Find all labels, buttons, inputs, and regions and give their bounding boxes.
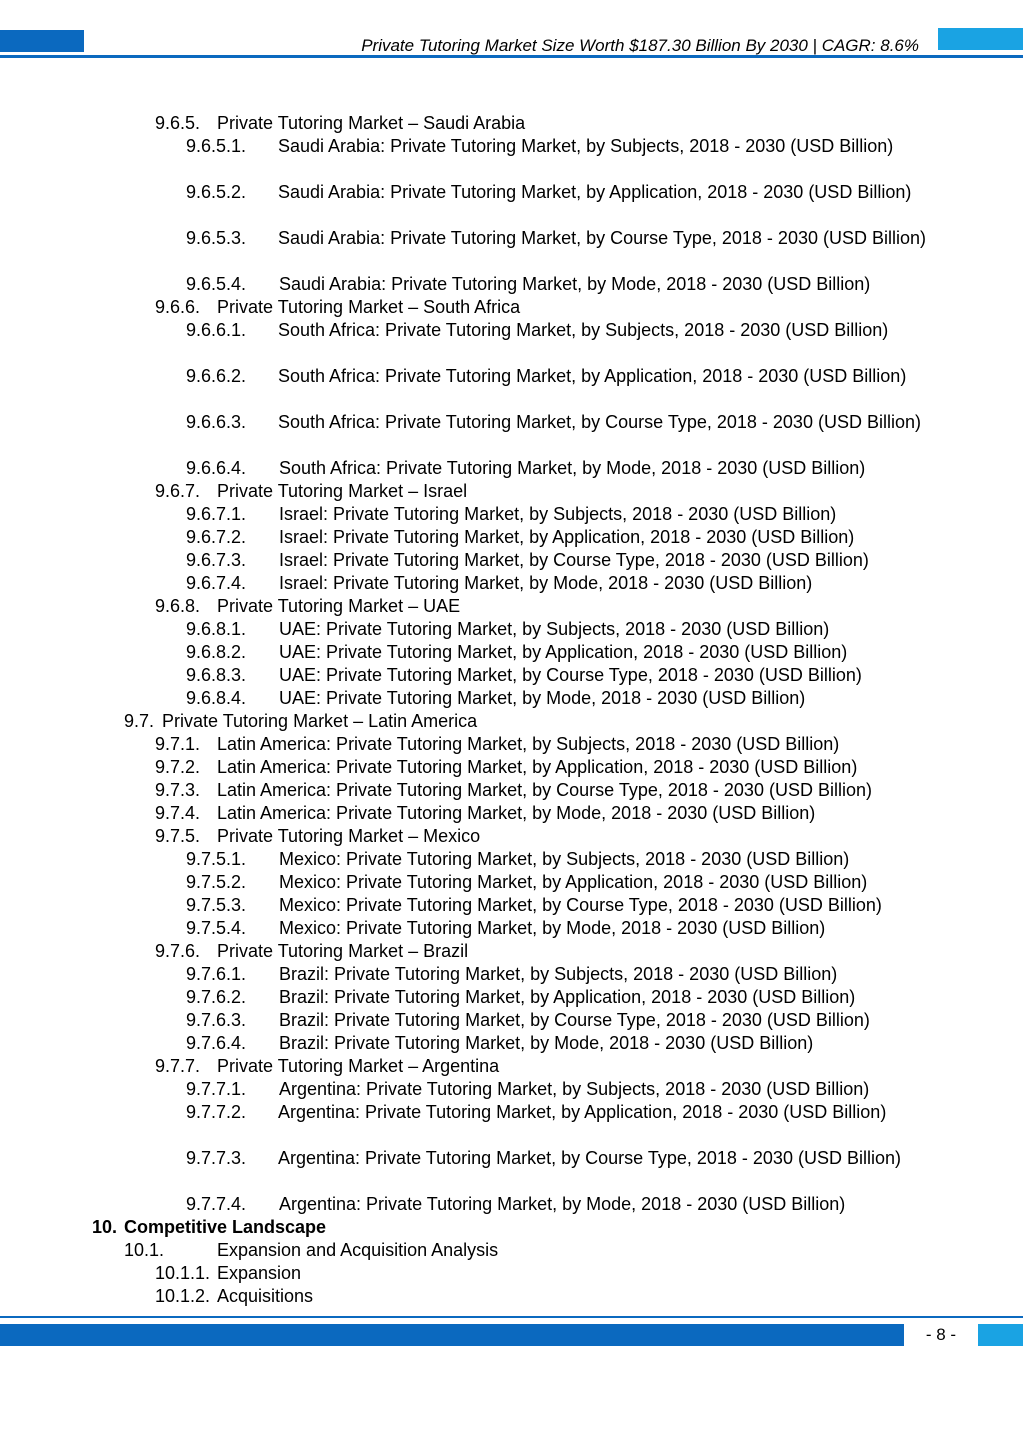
toc-entry-number: 9.7.6.2. <box>186 987 247 1007</box>
toc-entry[interactable] <box>0 319 1023 365</box>
toc-entry-number: 9.7.7.4. <box>186 1194 247 1214</box>
toc-entry[interactable] <box>0 963 1023 986</box>
toc-entry-number: 9.6.7.3. <box>186 550 247 570</box>
toc-entry[interactable] <box>0 457 1023 480</box>
toc-entry-title: Latin America: Private Tutoring Market, by Course Type, 2018 - 2030 (USD Billion) <box>217 780 872 800</box>
toc-entry-title: Private Tutoring Market – Mexico <box>217 826 481 846</box>
header-rule <box>0 55 1023 58</box>
toc-entry[interactable] <box>0 986 1023 1009</box>
toc-entry-title: Latin America: Private Tutoring Market, by Mode, 2018 - 2030 (USD Billion) <box>217 803 816 823</box>
toc-entry-number: 9.6.7.1. <box>186 504 247 524</box>
toc-entry[interactable] <box>0 1009 1023 1032</box>
toc-entry-number: 10. <box>92 1217 118 1237</box>
toc-entry-title: Israel: Private Tutoring Market, by Subjects, 2018 - 2030 (USD Billion) <box>279 504 837 524</box>
toc-entry-number: 9.7.7.1. <box>186 1079 247 1099</box>
toc-entry-number: 9.7.5.4. <box>186 918 247 938</box>
toc-entry-number: 9.7. <box>124 711 155 731</box>
toc-entry-title: Private Tutoring Market – Israel <box>217 481 468 501</box>
footer-rule <box>0 1316 1023 1318</box>
toc-entry[interactable] <box>0 181 1023 227</box>
toc-entry[interactable] <box>0 710 1023 733</box>
toc-entry[interactable] <box>0 1078 1023 1101</box>
toc-entry-number: 9.7.6. <box>155 941 201 961</box>
toc-entry-title: UAE: Private Tutoring Market, by Application, 2018 - 2030 (USD Billion) <box>279 642 848 662</box>
toc-entry[interactable] <box>0 595 1023 618</box>
toc-entry-title: Expansion <box>217 1263 302 1283</box>
toc-entry-number: 10.1.2. <box>155 1286 211 1306</box>
toc-entry-title: Brazil: Private Tutoring Market, by Application, 2018 - 2030 (USD Billion) <box>279 987 856 1007</box>
toc-entry[interactable] <box>0 940 1023 963</box>
toc-entry-number: 9.7.7. <box>155 1056 201 1076</box>
toc-entry[interactable] <box>0 733 1023 756</box>
toc-entry[interactable] <box>0 1101 1023 1147</box>
header-title: Private Tutoring Market Size Worth $187.30 Billion By 2030 | CAGR: 8.6% <box>361 36 919 55</box>
toc-entry-title: Private Tutoring Market – South Africa <box>217 297 521 317</box>
toc-entry-number: 9.7.6.3. <box>186 1010 247 1030</box>
toc-entry-title: UAE: Private Tutoring Market, by Subjects, 2018 - 2030 (USD Billion) <box>279 619 830 639</box>
toc-entry[interactable] <box>0 411 1023 457</box>
toc-entry[interactable] <box>0 618 1023 641</box>
toc-entry-title: Israel: Private Tutoring Market, by Mode, 2018 - 2030 (USD Billion) <box>279 573 813 593</box>
toc-entry[interactable] <box>0 227 1023 273</box>
toc-entry-number: 9.6.8.4. <box>186 688 247 708</box>
toc-entry[interactable] <box>0 687 1023 710</box>
toc-entry-number: 9.7.2. <box>155 757 201 777</box>
toc-entry[interactable] <box>0 1262 1023 1285</box>
toc-entry-title: South Africa: Private Tutoring Market, by Mode, 2018 - 2030 (USD Billion) <box>279 458 866 478</box>
toc-entry[interactable] <box>0 641 1023 664</box>
toc-entry-title: Argentina: Private Tutoring Market, by Subjects, 2018 - 2030 (USD Billion) <box>279 1079 870 1099</box>
toc-entry-title: Argentina: Private Tutoring Market, by Mode, 2018 - 2030 (USD Billion) <box>279 1194 846 1214</box>
header-accent-right <box>938 28 1023 50</box>
toc-entry[interactable] <box>0 1216 1023 1239</box>
toc-entry[interactable] <box>0 802 1023 825</box>
page-number: - 8 - <box>925 1325 957 1344</box>
toc-entry-title: Acquisitions <box>217 1286 314 1306</box>
toc-entry-title: Mexico: Private Tutoring Market, by Application, 2018 - 2030 (USD Billion) <box>279 872 868 892</box>
toc-entry[interactable] <box>0 894 1023 917</box>
toc-entry-title: Mexico: Private Tutoring Market, by Subjects, 2018 - 2030 (USD Billion) <box>279 849 850 869</box>
toc-entry[interactable] <box>0 917 1023 940</box>
toc-entry-title: Expansion and Acquisition Analysis <box>217 1240 499 1260</box>
toc-entry-number: 9.6.7.4. <box>186 573 247 593</box>
toc-entry-title: South Africa: Private Tutoring Market, by Application, 2018 - 2030 (USD Billion) <box>278 366 907 386</box>
toc-entry-title: Private Tutoring Market – Argentina <box>217 1056 500 1076</box>
toc-entry[interactable] <box>0 848 1023 871</box>
toc-entry[interactable] <box>0 871 1023 894</box>
toc-entry-number: 9.7.6.1. <box>186 964 247 984</box>
toc-entry-number: 10.1. <box>124 1240 165 1260</box>
toc-entry[interactable] <box>0 273 1023 296</box>
toc-entry-title: Israel: Private Tutoring Market, by Application, 2018 - 2030 (USD Billion) <box>279 527 855 547</box>
toc-entry-title: Competitive Landscape <box>124 1217 327 1237</box>
toc-entry[interactable] <box>0 112 1023 135</box>
toc-entry-number: 9.6.8. <box>155 596 201 616</box>
toc-entry[interactable] <box>0 1147 1023 1193</box>
toc-entry-title: Argentina: Private Tutoring Market, by Application, 2018 - 2030 (USD Billion) <box>278 1102 887 1122</box>
toc-entry-number: 9.7.1. <box>155 734 201 754</box>
toc-entry-title: Mexico: Private Tutoring Market, by Course Type, 2018 - 2030 (USD Billion) <box>279 895 882 915</box>
toc-entry[interactable] <box>0 572 1023 595</box>
toc-entry[interactable] <box>0 756 1023 779</box>
toc-entry-number: 9.6.7.2. <box>186 527 247 547</box>
toc-entry-title: Brazil: Private Tutoring Market, by Mode, 2018 - 2030 (USD Billion) <box>279 1033 814 1053</box>
toc-entry-number: 9.6.5. <box>155 113 201 133</box>
footer-bar <box>0 1324 904 1346</box>
toc-entry-title: Brazil: Private Tutoring Market, by Subjects, 2018 - 2030 (USD Billion) <box>279 964 838 984</box>
toc-entry-number: 9.7.5.2. <box>186 872 247 892</box>
toc-entry-number: 9.6.6.4. <box>186 458 247 478</box>
toc-entry-title: Saudi Arabia: Private Tutoring Market, by Subjects, 2018 - 2030 (USD Billion) <box>278 136 894 156</box>
toc-entry-number: 9.7.5.3. <box>186 895 247 915</box>
toc-entry-number: 9.6.5.2. <box>186 182 247 202</box>
toc-entry-title: Saudi Arabia: Private Tutoring Market, by Application, 2018 - 2030 (USD Billion) <box>278 182 912 202</box>
footer-accent-right <box>978 1324 1023 1346</box>
toc-entry-number: 9.6.7. <box>155 481 201 501</box>
toc-entry[interactable] <box>0 365 1023 411</box>
toc-entry[interactable] <box>0 1285 1023 1308</box>
toc-entry-number: 9.6.8.2. <box>186 642 247 662</box>
toc-entry-number: 9.6.6.3. <box>186 412 247 432</box>
toc-entry-title: Saudi Arabia: Private Tutoring Market, by Mode, 2018 - 2030 (USD Billion) <box>279 274 871 294</box>
toc-entry-title: Israel: Private Tutoring Market, by Course Type, 2018 - 2030 (USD Billion) <box>279 550 869 570</box>
toc-entry[interactable] <box>0 296 1023 319</box>
toc-entry-number: 9.7.7.2. <box>186 1102 247 1122</box>
toc-entry-title: South Africa: Private Tutoring Market, by Subjects, 2018 - 2030 (USD Billion) <box>278 320 889 340</box>
toc-entry[interactable] <box>0 549 1023 572</box>
toc-entry-number: 9.6.8.3. <box>186 665 247 685</box>
table-of-contents <box>0 112 1023 1308</box>
toc-entry-title: Brazil: Private Tutoring Market, by Course Type, 2018 - 2030 (USD Billion) <box>279 1010 870 1030</box>
toc-entry-number: 9.6.5.1. <box>186 136 247 156</box>
toc-entry-title: Mexico: Private Tutoring Market, by Mode, 2018 - 2030 (USD Billion) <box>279 918 826 938</box>
toc-entry[interactable] <box>0 1193 1023 1216</box>
toc-entry-title: Private Tutoring Market – Saudi Arabia <box>217 113 526 133</box>
toc-entry-number: 9.7.5.1. <box>186 849 247 869</box>
toc-entry-number: 9.7.3. <box>155 780 201 800</box>
toc-entry-title: Private Tutoring Market – Latin America <box>162 711 478 731</box>
toc-entry-number: 10.1.1. <box>155 1263 211 1283</box>
toc-entry-number: 9.7.7.3. <box>186 1148 247 1168</box>
toc-entry-number: 9.7.5. <box>155 826 201 846</box>
toc-entry-number: 9.6.6. <box>155 297 201 317</box>
toc-entry[interactable] <box>0 1055 1023 1078</box>
toc-entry-title: Latin America: Private Tutoring Market, by Application, 2018 - 2030 (USD Billion) <box>217 757 858 777</box>
header-accent-left <box>0 30 84 52</box>
toc-entry-number: 9.7.4. <box>155 803 201 823</box>
toc-entry-number: 9.6.6.2. <box>186 366 247 386</box>
toc-entry-title: UAE: Private Tutoring Market, by Course Type, 2018 - 2030 (USD Billion) <box>279 665 862 685</box>
toc-entry[interactable] <box>0 480 1023 503</box>
toc-entry-title: Private Tutoring Market – UAE <box>217 596 461 616</box>
toc-entry[interactable] <box>0 825 1023 848</box>
toc-entry-number: 9.6.6.1. <box>186 320 247 340</box>
toc-entry-title: Latin America: Private Tutoring Market, by Subjects, 2018 - 2030 (USD Billion) <box>217 734 840 754</box>
toc-entry-title: South Africa: Private Tutoring Market, by Course Type, 2018 - 2030 (USD Billion) <box>278 412 921 432</box>
toc-entry[interactable] <box>0 664 1023 687</box>
toc-entry[interactable] <box>0 503 1023 526</box>
toc-entry-number: 9.6.5.3. <box>186 228 247 248</box>
toc-entry[interactable] <box>0 779 1023 802</box>
toc-entry-number: 9.6.5.4. <box>186 274 247 294</box>
toc-entry[interactable] <box>0 1032 1023 1055</box>
toc-entry-title: Private Tutoring Market – Brazil <box>217 941 469 961</box>
toc-entry-title: Saudi Arabia: Private Tutoring Market, by Course Type, 2018 - 2030 (USD Billion) <box>278 228 926 248</box>
toc-entry[interactable] <box>0 526 1023 549</box>
toc-entry[interactable] <box>0 1239 1023 1262</box>
toc-entry-title: UAE: Private Tutoring Market, by Mode, 2018 - 2030 (USD Billion) <box>279 688 806 708</box>
toc-entry-number: 9.6.8.1. <box>186 619 247 639</box>
toc-entry-number: 9.7.6.4. <box>186 1033 247 1053</box>
toc-entry[interactable] <box>0 135 1023 181</box>
toc-entry-title: Argentina: Private Tutoring Market, by Course Type, 2018 - 2030 (USD Billion) <box>278 1148 901 1168</box>
